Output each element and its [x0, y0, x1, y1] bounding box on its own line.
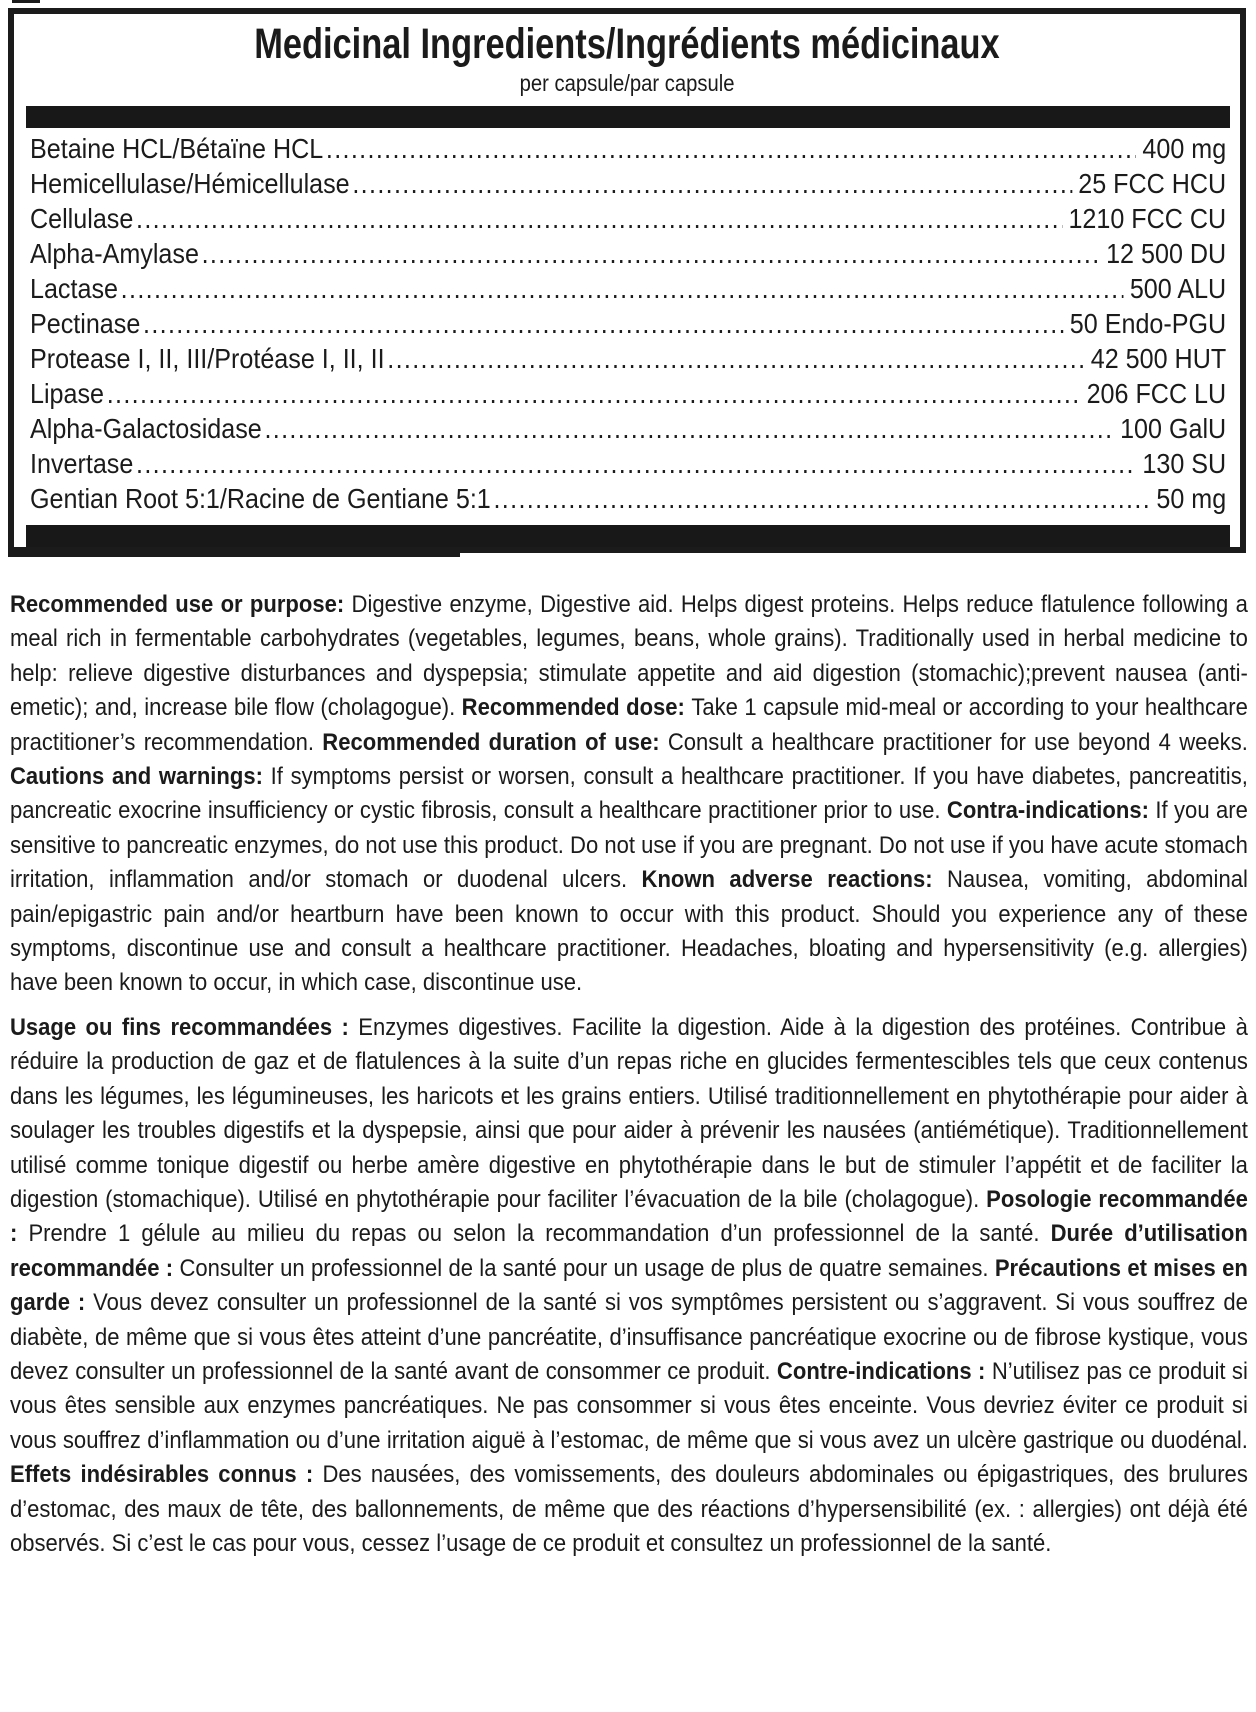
- text-run: Nausea, vomiting, abdominal pain/epigastric pain and/or heartburn have been known to occur with this product. Should you experience any of these symptoms, discontinue use and consult a healthcare practitioner. Headaches, bloating and hypersensitivity (e.g. allergies) have been known to occur, in which case, discontinue use.: [10, 866, 1248, 997]
- text-run: N’utilisez pas ce produit si vous êtes sensible aux enzymes pancréatiques. Ne pas consommer si vous êtes enceinte. Vous devriez éviter ce produit si vous souffrez d’inflammation ou d’une irritation aiguë à l’estomac, de même que si vous avez un ulcère gastrique ou duodénal.: [10, 1357, 1248, 1454]
- body-text-column: [10, 588, 1248, 1571]
- ingredient-row: [30, 483, 1226, 518]
- ingredient-amount: 12 500 DU: [1106, 238, 1226, 269]
- panel-title: [14, 20, 1240, 68]
- text-run: Consulter un professionnel de la santé pour un usage de plus de quatre semaines.: [179, 1254, 995, 1282]
- ingredient-amount: 400 mg: [1142, 133, 1226, 164]
- french-paragraph: [10, 1011, 1248, 1562]
- ingredient-amount: 50 Endo-PGU: [1069, 308, 1226, 339]
- ingredient-row: [30, 168, 1226, 203]
- dot-leader: [136, 203, 1062, 235]
- ingredient-name: Invertase: [30, 448, 134, 479]
- ingredient-name: Protease I, II, III/Protéase I, II, II: [30, 343, 385, 374]
- text-run: Enzymes digestives. Facilite la digestion. Aide à la digestion des protéines. Contribue à réduire la production de gaz et de flatulences à la suite d’un repas riche en glucides fermentescibles tels que ceux contenus dans les légumes, les légumineuses, les haricots et les grains entiers. Utilisé traditionnellement en phytothérapie pour aider à soulager les troubles digestifs et la dyspepsie, ainsi que pour aider à prévenir les nausées (antiémétique). Traditionnellement utilisé comme tonique digestif ou herbe amère digestive en phytothérapie dans le but de stimuler l’appétit et de faciliter la digestion (stomachique). Utilisé en phytothérapie pour faciliter l’évacuation de la bile (cholagogue).: [10, 1013, 1248, 1213]
- ingredient-amount: 42 500 HUT: [1090, 343, 1226, 374]
- dot-leader: [387, 343, 1084, 375]
- ingredient-name: Alpha-Amylase: [30, 238, 199, 269]
- ingredient-row: [30, 238, 1226, 273]
- ingredient-name: Betaine HCL/Bétaïne HCL: [30, 133, 324, 164]
- print-artifact-mark: [12, 0, 40, 3]
- dot-leader: [143, 308, 1064, 340]
- section-heading-run: Recommended duration of use:: [322, 728, 668, 756]
- body-text-condensed-wrap: [10, 588, 1248, 1561]
- section-heading-run: Contre-indications :: [776, 1357, 992, 1385]
- ingredient-list: [30, 133, 1226, 518]
- ingredient-name: Pectinase: [30, 308, 141, 339]
- panel-title-text: Medicinal Ingredients/Ingrédients médicinaux: [254, 20, 1000, 68]
- ingredient-name: Alpha-Galactosidase: [30, 413, 262, 444]
- panel-subtitle-text: per capsule/par capsule: [519, 70, 735, 96]
- ingredient-name: Gentian Root 5:1/Racine de Gentiane 5:1: [30, 483, 491, 514]
- ingredient-amount: 130 SU: [1142, 448, 1226, 479]
- text-run: Vous devez consulter un professionnel de la santé si vos symptômes persistent ou s’aggravent. Si vous souffrez de diabète, de même que si vous êtes atteint d’une pancréatite, d’insuffisance pancréatique exocrine ou de fibrose kystique, vous devez consulter un professionnel de la santé avant de consommer ce produit.: [10, 1289, 1248, 1385]
- ingredient-amount: 206 FCC LU: [1086, 378, 1226, 409]
- ingredient-row: [30, 413, 1226, 448]
- ingredient-amount: 50 mg: [1156, 483, 1226, 514]
- ingredient-amount: 500 ALU: [1129, 273, 1226, 304]
- medicinal-ingredients-panel: [8, 8, 1246, 553]
- section-heading-run: Contra-indications:: [946, 797, 1156, 825]
- divider-bar-bottom: [26, 525, 1230, 547]
- ingredient-row: [30, 133, 1226, 168]
- section-heading-run: Effets indésirables connus :: [10, 1461, 323, 1489]
- section-heading-run: Durée d’utilisation recommandée :: [10, 1220, 1248, 1282]
- ingredient-name: Lactase: [30, 273, 118, 304]
- dot-leader: [202, 238, 1100, 270]
- ingredient-name: Hemicellulase/Hémicellulase: [30, 168, 350, 199]
- ingredient-amount: 25 FCC HCU: [1078, 168, 1226, 199]
- ingredient-row: [30, 448, 1226, 483]
- ingredient-name: Lipase: [30, 378, 105, 409]
- section-heading-run: Recommended dose:: [461, 694, 692, 722]
- text-run: If you are sensitive to pancreatic enzymes, do not use this product. Do not use if you are pregnant. Do not use if you have acute stomach irritation, inflammation and/or stomach or duodenal ulcers.: [10, 797, 1248, 894]
- text-run: Digestive enzyme, Digestive aid. Helps digest proteins. Helps reduce flatulence following a meal rich in fermentable carbohydrates (vegetables, legumes, beans, whole grains). Traditionally used in herbal medicine to help: relieve digestive disturbances and dyspepsia; stimulate appetite and aid digestion (stomachic);prevent nausea (anti-emetic); and, increase bile flow (cholagogue).: [10, 591, 1248, 722]
- dot-leader: [136, 448, 1136, 480]
- text-run: Prendre 1 gélule au milieu du repas ou selon la recommandation d’un professionnel de la santé.: [28, 1220, 1051, 1248]
- dot-leader: [493, 483, 1150, 515]
- section-heading-run: Cautions and warnings:: [10, 763, 271, 791]
- ingredient-row: [30, 343, 1226, 378]
- ingredient-row: [30, 273, 1226, 308]
- section-heading-run: Posologie recommandée :: [10, 1185, 1248, 1248]
- ingredient-list-outer: [30, 133, 1226, 518]
- text-run: Take 1 capsule mid-meal or according to your healthcare practitioner’s recommendation.: [10, 694, 1248, 756]
- english-paragraph: [10, 588, 1248, 1001]
- dot-leader: [264, 413, 1113, 445]
- panel-subtitle: [14, 70, 1240, 96]
- ingredient-row: [30, 308, 1226, 343]
- text-run: If symptoms persist or worsen, consult a healthcare practitioner. If you have diabetes, pancreatitis, pancreatic exocrine insufficiency or cystic fibrosis, consult a healthcare practitioner prior to use.: [10, 763, 1248, 825]
- ingredient-amount: 100 GalU: [1120, 413, 1226, 444]
- section-heading-run: Known adverse reactions:: [641, 866, 947, 894]
- text-run: Consult a healthcare practitioner for use beyond 4 weeks.: [667, 728, 1248, 756]
- dot-leader: [121, 273, 1124, 305]
- section-heading-run: Précautions et mises en garde :: [10, 1254, 1248, 1317]
- dot-leader: [107, 378, 1081, 410]
- dot-leader: [326, 133, 1136, 165]
- text-run: Des nausées, des vomissements, des douleurs abdominales ou épigastriques, des brulures d’estomac, des maux de tête, des ballonnements, de même que des réactions d’hypersensibilité (ex. : allergies) ont déjà été observés. Si c’est le cas pour vous, cessez l’usage de ce produit et consultez un professionnel de la santé.: [10, 1461, 1248, 1557]
- section-heading-run: Recommended use or purpose:: [10, 591, 352, 618]
- section-heading-run: Usage ou fins recommandées :: [10, 1013, 359, 1041]
- ingredient-name: Cellulase: [30, 203, 134, 234]
- divider-bar-top: [26, 106, 1230, 128]
- ingredient-amount: 1210 FCC CU: [1068, 203, 1226, 234]
- dot-leader: [352, 168, 1072, 200]
- ingredient-row: [30, 203, 1226, 238]
- ingredient-row: [30, 378, 1226, 413]
